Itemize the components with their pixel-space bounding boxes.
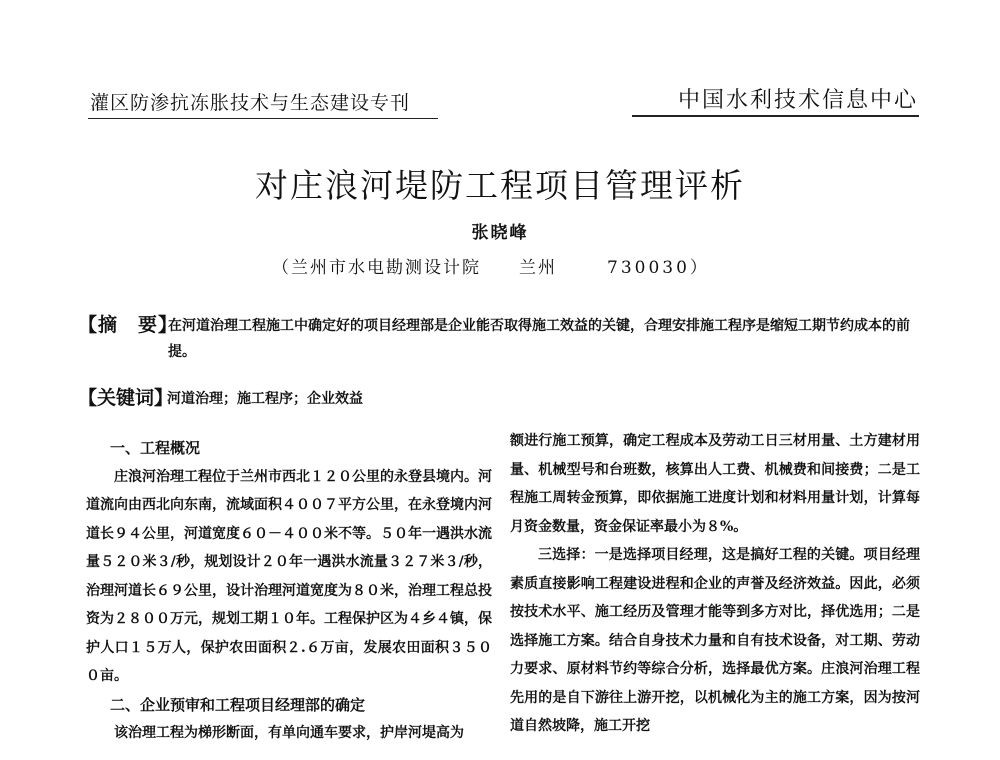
section-text-project-manager: 该治理工程为梯形断面，有单向通车要求，护岸河堤高为: [114, 725, 464, 741]
affiliation-city: 兰州: [519, 258, 557, 278]
journal-series-title: 灌区防渗抗冻胀技术与生态建设专刊: [90, 92, 411, 114]
section-heading-project-manager: 二、企业预审和工程项目经理部的确定: [110, 695, 366, 714]
abstract-label: 【摘 要】: [78, 314, 179, 336]
article-title: 对庄浪河堤防工程项目管理评析: [255, 166, 745, 205]
affiliation-postcode: 730030: [607, 258, 690, 278]
author-name: 张晓峰: [471, 223, 529, 243]
paragraph-budget: 额进行施工预算，确定工程成本及劳动工日三材用量、土方建材用量、机械型号和台班数，核算出人工费、机械费和间接费；二是工程施工周转金预算，即依据施工进度计划和材料用量计划，计算每月资金数量，资金保证率最小为８%。: [510, 433, 920, 535]
body-column-right: [510, 427, 920, 741]
affiliation-open-paren: （: [272, 258, 291, 278]
body-column-left: [86, 434, 492, 748]
header-rule-left: [88, 118, 438, 119]
section-heading-overview: 一、工程概况: [110, 439, 201, 457]
keywords-text: 河道治理；施工程序；企业效益: [167, 391, 363, 407]
affiliation: [272, 256, 709, 280]
keywords-label: 【关键词】: [78, 387, 174, 409]
affiliation-close-paren: ）: [689, 258, 709, 278]
abstract-text: 在河道治理工程施工中确定好的项目经理部是企业能否取得施工效益的关键，合理安排施工程序是缩短工期节约成本的前提。: [168, 318, 910, 360]
header-rule-right: [632, 115, 919, 117]
affiliation-institute: 兰州市水电勘测设计院: [291, 258, 481, 278]
publisher-name: 中国水利技术信息中心: [677, 88, 918, 113]
paragraph-selection: 三选择：一是选择项目经理，这是搞好工程的关键。项目经理素质直接影响工程建设进程和企业的声誉及经济效益。因此，必须按技术水平、施工经历及管理才能等到多方对比，择优选用；二是选择施工方案。结合自身技术力量和自有技术设备，对工期、劳动力要求、原材料节约等综合分析，选择最优方案。庄浪河治理工程先用的是自下游往上游开挖，以机械化为主的施工方案，因为按河道自然坡降，施工开挖: [510, 547, 920, 734]
section-text-overview: 庄浪河治理工程位于兰州市西北１２０公里的永登县境内。河道流向由西北向东南，流域面积４００７平方公里，在永登境内河道长９４公里，河道宽度６０－４００米不等。５０年一遇洪水流量５２０米３/秒，规划设计２０年一遇洪水流量３２７米３/秒，治理河道长６９公里，设计治理河道宽度为８０米，治理工程总投资为２８００万元，规划工期１０年。工程保护区为４乡４镇，保护人口１５万人，保护农田面积２.６万亩，发展农田面积３５００亩。: [86, 468, 492, 684]
